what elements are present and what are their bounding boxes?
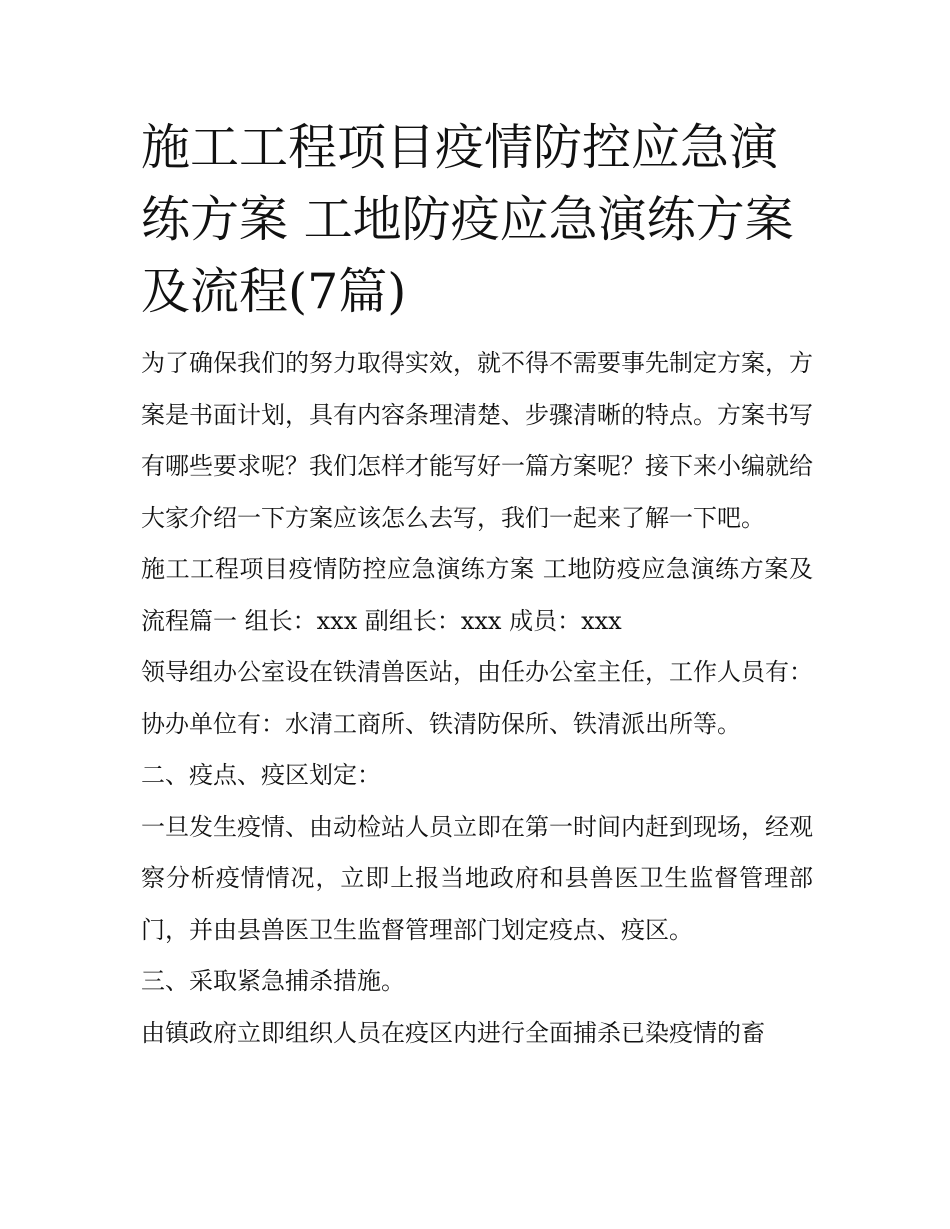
section-three-heading: 三、采取紧急捕杀措施。 <box>141 967 405 995</box>
section-two-heading: 二、疫点、疫区划定： <box>141 761 381 789</box>
document-title: 施工工程项目疫情防控应急演练方案 工地防疫应急演练方案及流程(7篇) <box>141 119 794 320</box>
culling-paragraph: 由镇政府立即组织人员在疫区内进行全面捕杀已染疫情的畜 <box>141 1018 765 1047</box>
intro-paragraph: 为了确保我们的努力取得实效，就不得不需要事先制定方案，方案是书面计划，具有内容条理清楚、步骤清晰的特点。方案书写有哪些要求呢？我们怎样才能写好一篇方案呢？接下来小编就给大家介绍一下方案应该怎么去写，我们一起来了解一下吧。 <box>141 349 813 532</box>
document-content <box>141 112 813 1059</box>
outbreak-paragraph: 一旦发生疫情、由动检站人员立即在第一时间内赶到现场，经观察分析疫情情况，立即上报当地政府和县兽医卫生监督管理部门，并由县兽医卫生监督管理部门划定疫点、疫区。 <box>141 812 813 944</box>
office-paragraph: 领导组办公室设在铁清兽医站，由任办公室主任，工作人员有：协办单位有：水清工商所、铁清防保所、铁清派出所等。 <box>141 658 813 738</box>
section-heading-paragraph: 施工工程项目疫情防控应急演练方案 工地防疫应急演练方案及流程篇一 组长：xxx 副组长：xxx 成员：xxx <box>141 555 813 635</box>
document-body <box>141 338 813 1059</box>
